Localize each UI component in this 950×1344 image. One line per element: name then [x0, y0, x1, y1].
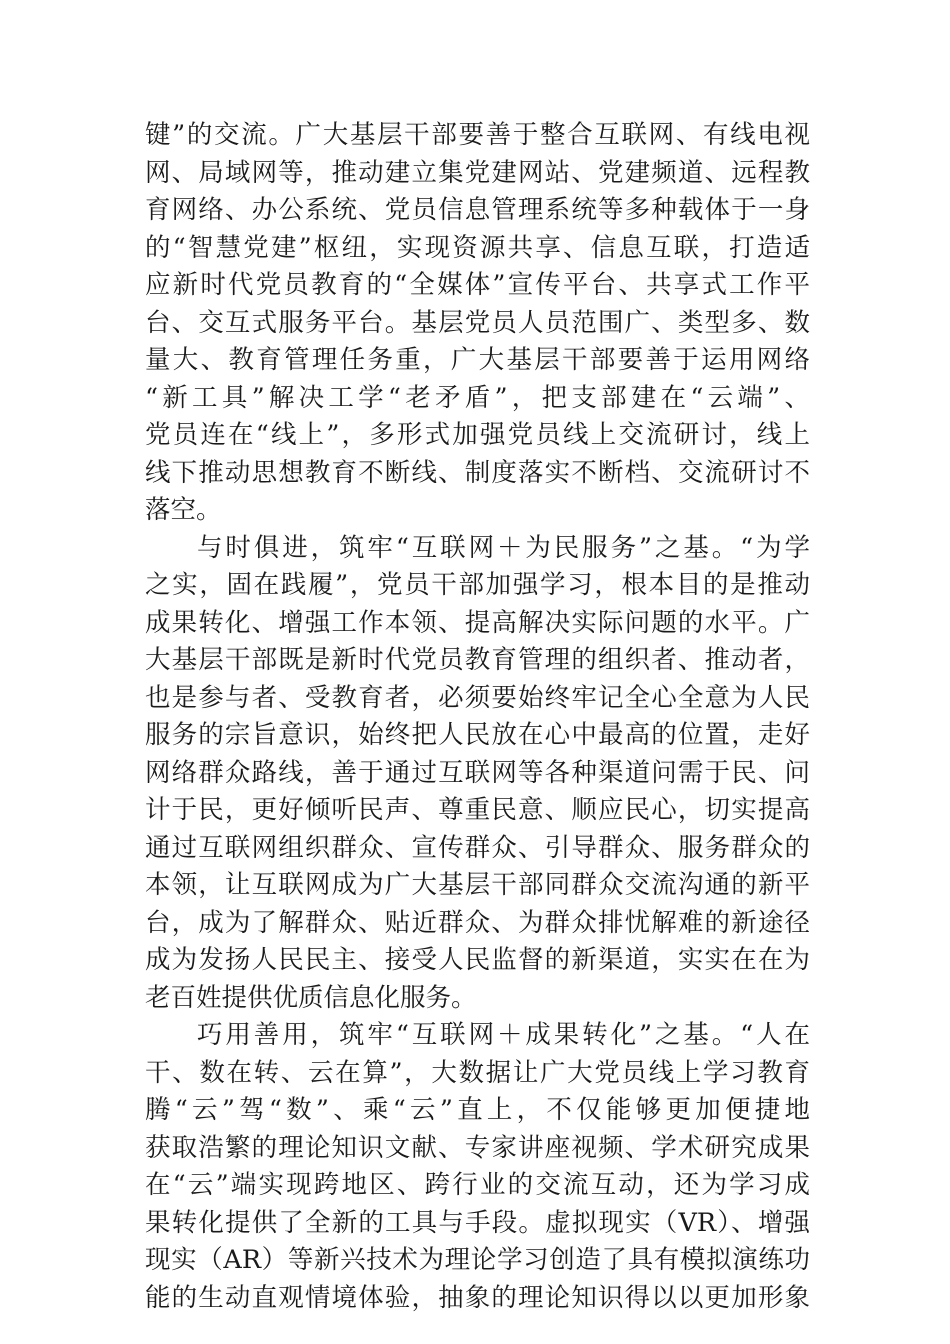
text-line: 巧用善用，筑牢“互联网＋成果转化”之基。“人在 — [197, 1020, 810, 1050]
text-line: 能的生动直观情境体验，抽象的理论知识得以以更加形象 — [145, 1282, 810, 1313]
text-line: 成果转化、增强工作本领、提高解决实际问题的水平。广 — [145, 607, 810, 638]
text-line: “新工具”解决工学“老矛盾”，把支部建在“云端”、 — [145, 382, 810, 413]
text-line: 应新时代党员教育的“全媒体”宣传平台、共享式工作平 — [145, 270, 810, 300]
text-line: 网、局域网等，推动建立集党建网站、党建频道、远程教 — [145, 157, 810, 188]
text-line: 落空。 — [145, 495, 222, 525]
text-line: 台、交互式服务平台。基层党员人员范围广、类型多、数 — [145, 307, 810, 338]
text-line: 党员连在“线上”，多形式加强党员线上交流研讨，线上 — [145, 420, 810, 450]
text-line: 与时俱进，筑牢“互联网＋为民服务”之基。“为学 — [197, 532, 810, 563]
text-line: 现实（AR）等新兴技术为理论学习创造了具有模拟演练功 — [145, 1245, 810, 1275]
text-line: 腾“云”驾“数”、乘“云”直上，不仅能够更加便捷地 — [145, 1095, 810, 1125]
text-line: 在“云”端实现跨地区、跨行业的交流互动，还为学习成 — [145, 1170, 810, 1200]
body-text — [145, 117, 810, 1317]
text-line: 网络群众路线，善于通过互联网等各种渠道问需于民、问 — [145, 757, 810, 788]
text-line: 也是参与者、受教育者，必须要始终牢记全心全意为人民 — [145, 682, 810, 713]
text-line: 大基层干部既是新时代党员教育管理的组织者、推动者， — [145, 645, 810, 675]
text-line: 通过互联网组织群众、宣传群众、引导群众、服务群众的 — [145, 832, 810, 863]
text-line: 量大、教育管理任务重，广大基层干部要善于运用网络 — [145, 345, 810, 375]
text-line: 键”的交流。广大基层干部要善于整合互联网、有线电视 — [145, 120, 810, 150]
text-line: 线下推动思想教育不断线、制度落实不断档、交流研讨不 — [145, 457, 810, 488]
text-line: 之实，固在践履”，党员干部加强学习，根本目的是推动 — [145, 570, 810, 600]
text-line: 获取浩繁的理论知识文献、专家讲座视频、学术研究成果 — [145, 1132, 810, 1163]
text-line: 成为发扬人民民主、接受人民监督的新渠道，实实在在为 — [145, 945, 810, 975]
text-line: 育网络、办公系统、党员信息管理系统等多种载体于一身 — [145, 195, 810, 225]
text-line: 服务的宗旨意识，始终把人民放在心中最高的位置，走好 — [145, 720, 810, 750]
text-line: 干、数在转、云在算”，大数据让广大党员线上学习教育 — [145, 1057, 810, 1088]
text-line: 台，成为了解群众、贴近群众、为群众排忧解难的新途径 — [145, 907, 810, 938]
text-line: 计于民，更好倾听民声、尊重民意、顺应民心，切实提高 — [145, 795, 810, 825]
text-line: 的“智慧党建”枢纽，实现资源共享、信息互联，打造适 — [145, 232, 810, 263]
text-line: 老百姓提供优质信息化服务。 — [145, 982, 477, 1013]
text-line: 本领，让互联网成为广大基层干部同群众交流沟通的新平 — [145, 870, 810, 900]
text-line: 果转化提供了全新的工具与手段。虚拟现实（VR）、增强 — [145, 1207, 810, 1238]
